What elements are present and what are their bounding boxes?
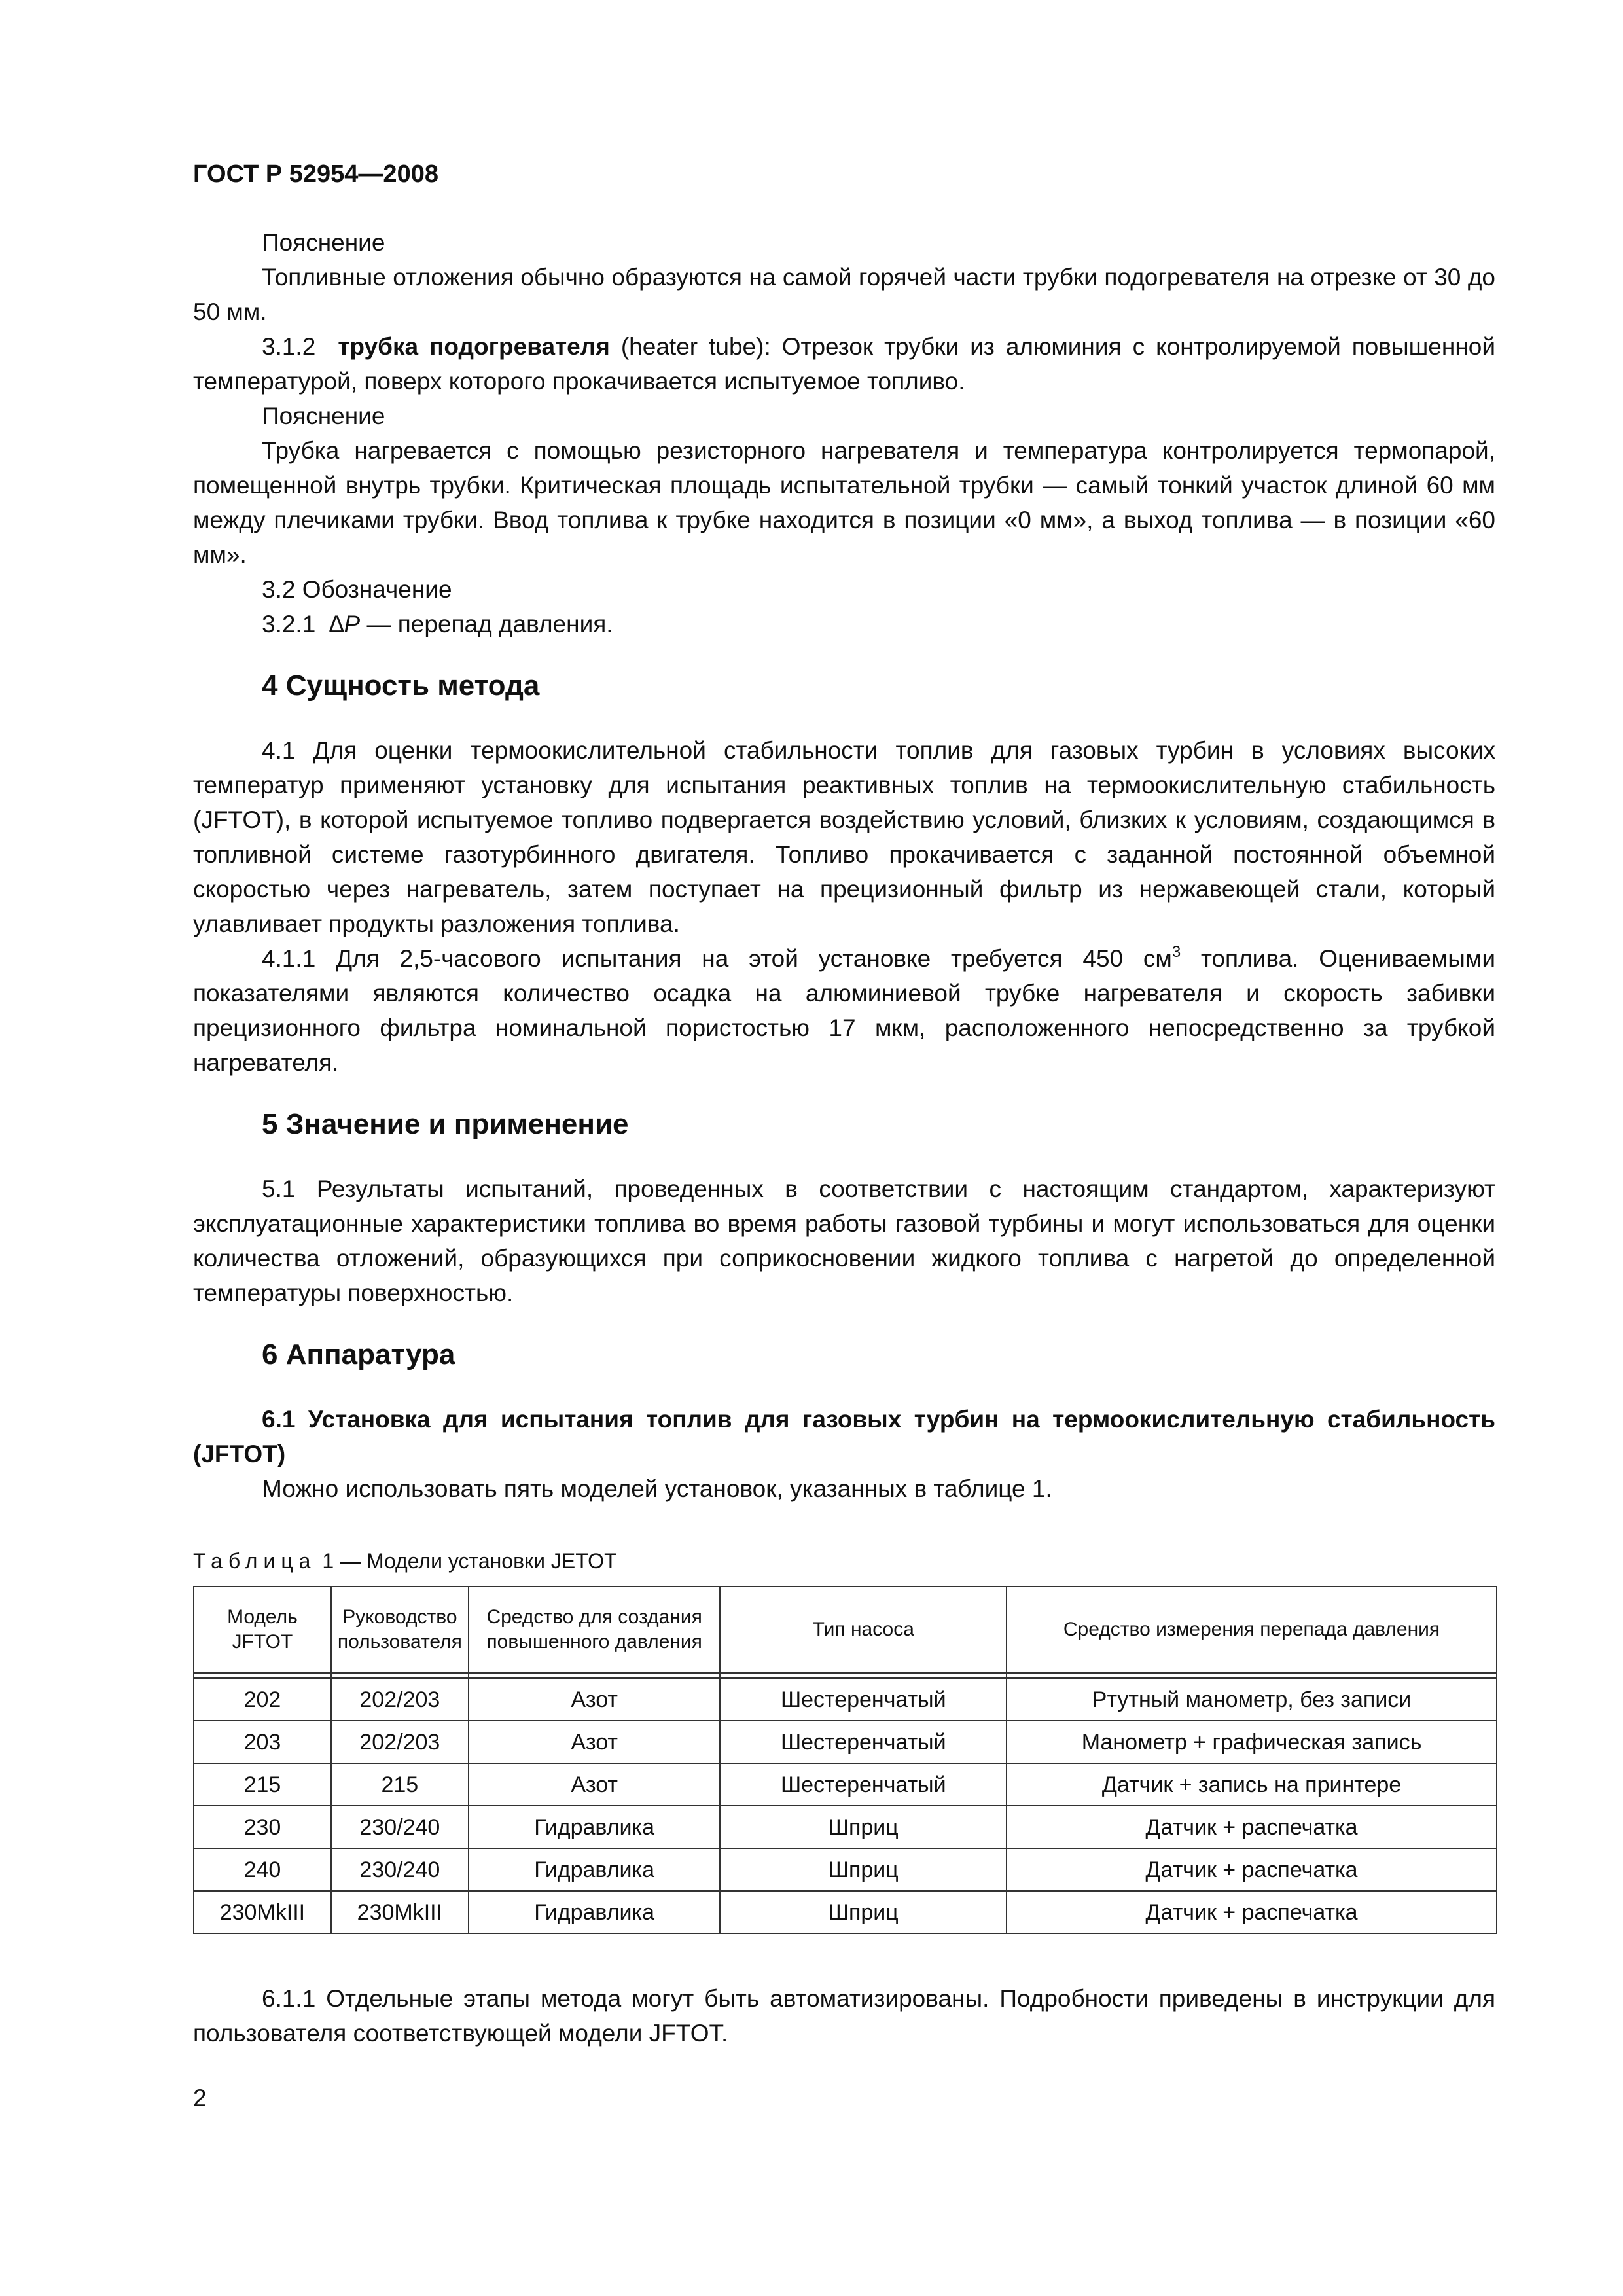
clause-number: 3.2.1 xyxy=(262,611,316,637)
table-row xyxy=(194,1678,1497,1721)
note-text: Трубка нагревается с помощью резисторного нагревателя и температура контролируется термопарой, помещенной внутрь трубки. Критическая площадь испытательной трубки — самый тонкий участок длиной 60 мм между плечиками трубки. Ввод топлива к трубке находится в позиции «0 мм», а выход топлива — в позиции «60 мм». xyxy=(193,437,1495,568)
table-cell: Шестеренчатый xyxy=(720,1678,1007,1721)
table-cell: Азот xyxy=(469,1763,721,1806)
table-cell: 215 xyxy=(194,1763,331,1806)
table-row xyxy=(194,1721,1497,1763)
table-cell: 202/203 xyxy=(331,1721,469,1763)
clause-4-1-1 xyxy=(193,941,1495,1080)
table-row xyxy=(194,1848,1497,1891)
table-header-cell: Модель JFTOT xyxy=(194,1587,331,1673)
table-spacer xyxy=(194,1673,1497,1678)
table-cell: 230MkIII xyxy=(194,1891,331,1933)
note-text: Топливные отложения обычно образуются на самой горячей части трубки подогревателя на отрезке от 30 до 50 мм. xyxy=(193,264,1495,325)
table-cell: Шприц xyxy=(720,1891,1007,1933)
subsection-heading-6-1: 6.1 Установка для испытания топлив для газовых турбин на термоокислительную стабильность (JFTOT) xyxy=(193,1406,1495,1467)
clause-4-1: 4.1 Для оценки термоокислительной стабильности топлив для газовых турбин в условиях высоких температур применяют установку для испытания реактивных топлив на термоокислительную стабильность (JFTOT), в которой испытуемое топливо подвергается воздействию условий, близких к условиям, создающимся в топливной системе газотурбинного двигателя. Топливо прокачивается с заданной постоянной объемной скоростью через нагреватель, затем поступает на прецизионный фильтр из нержавеющей стали, который улавливает продукты разложения топлива. xyxy=(193,737,1495,937)
table-caption xyxy=(193,1547,1495,1575)
table-cell: Датчик + запись на принтере xyxy=(1007,1763,1497,1806)
page-number: 2 xyxy=(193,2085,207,2111)
table-cell: 203 xyxy=(194,1721,331,1763)
clause-number: 3.1.2 xyxy=(262,333,316,360)
table-cell: 230MkIII xyxy=(331,1891,469,1933)
table-cell: 230/240 xyxy=(331,1806,469,1848)
symbol-definition: — перепад давления. xyxy=(360,611,613,637)
table-cell: Азот xyxy=(469,1721,721,1763)
clause-3-2-1 xyxy=(193,607,1495,641)
note-label: Пояснение xyxy=(262,403,385,429)
section-heading-6: 6 Аппаратура xyxy=(262,1338,455,1371)
term-name: трубка подогревателя xyxy=(338,333,610,360)
table-cell: Шестеренчатый xyxy=(720,1721,1007,1763)
document-page xyxy=(193,157,1495,2115)
table-cell: 230/240 xyxy=(331,1848,469,1891)
clause-5-1: 5.1 Результаты испытаний, проведенных в соответствии с настоящим стандартом, характеризуют эксплуатационные характеристики топлива во время работы газовой турбины и могут использоваться для оценки количества отложений, образующихся при соприкосновении жидкого топлива с нагретой до определенной температуры поверхностью. xyxy=(193,1175,1495,1306)
table-cell: Датчик + распечатка xyxy=(1007,1806,1497,1848)
table-row xyxy=(194,1763,1497,1806)
table-cell: Датчик + распечатка xyxy=(1007,1891,1497,1933)
table-cell: Шприц xyxy=(720,1806,1007,1848)
clause-6-1-text: Можно использовать пять моделей установок, указанных в таблице 1. xyxy=(262,1475,1052,1502)
table-row xyxy=(194,1806,1497,1848)
table-cell: Гидравлика xyxy=(469,1891,721,1933)
table-caption-text: 1 — Модели установки JETOT xyxy=(316,1549,617,1573)
table-header-row xyxy=(194,1587,1497,1673)
table-header-cell: Тип насоса xyxy=(720,1587,1007,1673)
clause-6-1-1: 6.1.1 Отдельные этапы метода могут быть автоматизированы. Подробности приведены в инструкции для пользователя соответствующей модели JFTOT. xyxy=(193,1985,1495,2047)
document-code-header: ГОСТ Р 52954—2008 xyxy=(193,160,438,188)
table-cell: 215 xyxy=(331,1763,469,1806)
section-heading-4: 4 Сущность метода xyxy=(262,670,540,702)
table-cell: 202 xyxy=(194,1678,331,1721)
table-cell: Азот xyxy=(469,1678,721,1721)
table-header-cell: Средство измерения перепада давления xyxy=(1007,1587,1497,1673)
term-3-1-2 xyxy=(193,329,1495,399)
table-cell: Шприц xyxy=(720,1848,1007,1891)
section-heading-5: 5 Значение и применение xyxy=(262,1108,629,1140)
table-header-cell: Средство для создания повышенного давления xyxy=(469,1587,721,1673)
symbol-delta-p: ∆P xyxy=(329,611,361,637)
table-header-cell: Руководство пользователя xyxy=(331,1587,469,1673)
superscript: 3 xyxy=(1171,942,1181,961)
note-label: Пояснение xyxy=(262,229,385,256)
table-cell: Шестеренчатый xyxy=(720,1763,1007,1806)
table-cell: Гидравлика xyxy=(469,1806,721,1848)
table-cell: Манометр + графическая запись xyxy=(1007,1721,1497,1763)
table-cell: 230 xyxy=(194,1806,331,1848)
table-row xyxy=(194,1891,1497,1933)
table-cell: Датчик + распечатка xyxy=(1007,1848,1497,1891)
table-cell: 202/203 xyxy=(331,1678,469,1721)
models-table xyxy=(193,1586,1497,1934)
table-cell: Ртутный манометр, без записи xyxy=(1007,1678,1497,1721)
table-caption-word: Таблица xyxy=(193,1549,317,1573)
term-definition: (heater tube): Отрезок трубки из алюминия с контролируемой повышенной температурой, поверх которого прокачивается испытуемое топливо. xyxy=(193,333,1495,395)
clause-text: топлива. Оцениваемыми показателями являются количество осадка на алюминиевой трубке нагревателя и скорость забивки прецизионного фильтра номинальной пористостью 17 мкм, расположенного непосредственно за трубкой нагревателя. xyxy=(193,945,1495,1076)
table-cell: 240 xyxy=(194,1848,331,1891)
clause-text: 4.1.1 Для 2,5-часового испытания на этой установке требуется 450 см xyxy=(262,945,1172,972)
table-cell: Гидравлика xyxy=(469,1848,721,1891)
clause-3-2: 3.2 Обозначение xyxy=(262,576,452,603)
